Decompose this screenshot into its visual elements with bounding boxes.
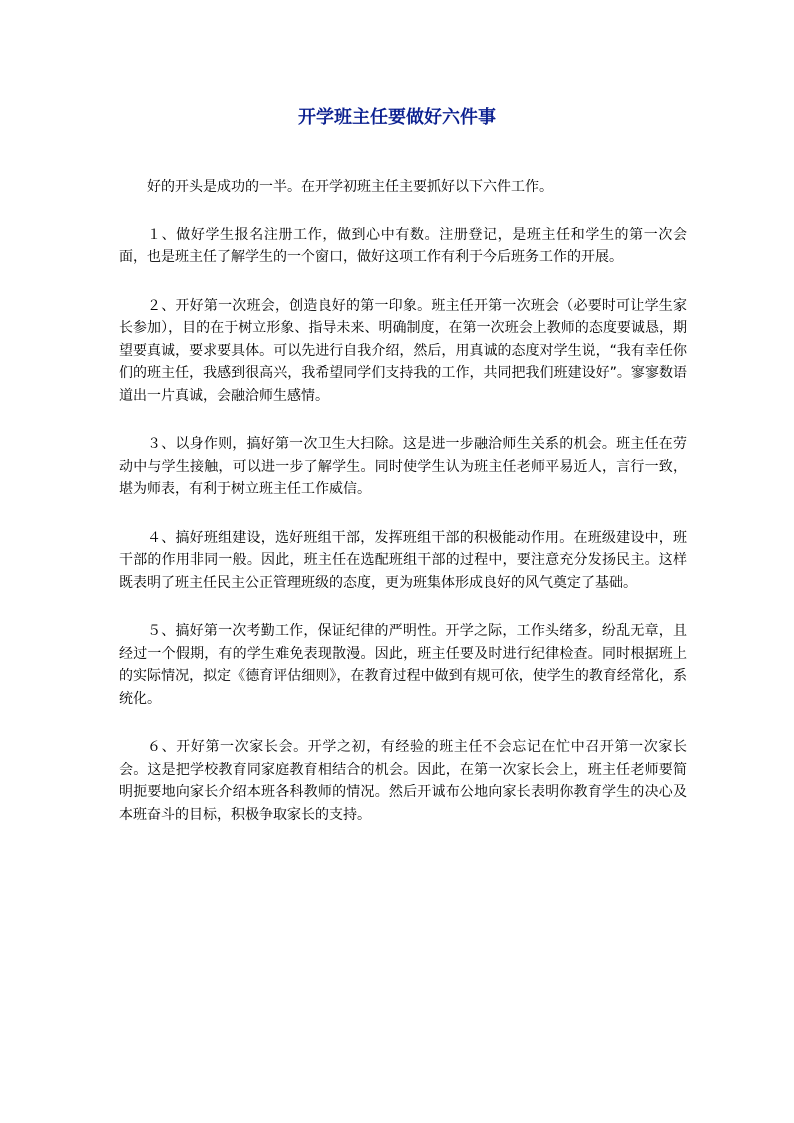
item-3-paragraph: ３、以身作则，搞好第一次卫生大扫除。这是进一步融洽师生关系的机会。班主任在劳动中与学生接触，可以进一步了解学生。同时使学生认为班主任老师平易近人，言行一致，堪为师表，有利于树立班主任工作威信。	[119, 436, 687, 497]
item-1-paragraph: １、做好学生报名注册工作，做到心中有数。注册登记，是班主任和学生的第一次会面，也是班主任了解学生的一个窗口，做好这项工作有利于今后班务工作的开展。	[119, 226, 687, 265]
document-title: 开学班主任要做好六件事	[298, 107, 496, 128]
item-4-paragraph: ４、搞好班组建设，选好班组干部，发挥班组干部的积极能动作用。在班级建设中，班干部的作用非同一般。因此，班主任在选配班组干部的过程中，要注意充分发扬民主。这样既表明了班主任民主公正管理班级的态度，更为班集体形成良好的风气奠定了基础。	[119, 529, 687, 591]
document-body	[119, 176, 687, 852]
item-5-paragraph: ５、搞好第一次考勤工作，保证纪律的严明性。开学之际，工作头绪多，纷乱无章，且经过一个假期，有的学生难免表现散漫。因此，班主任要及时进行纪律检查。同时根据班上的实际情况，拟定《德育评估细则》，在教育过程中做到有规可依，使学生的教育经常化，系统化。	[119, 623, 687, 707]
item-6-paragraph: ６、开好第一次家长会。开学之初，有经验的班主任不会忘记在忙中召开第一次家长会。这是把学校教育同家庭教育相结合的机会。因此，在第一次家长会上，班主任老师要简明扼要地向家长介绍本班各科教师的情况。然后开诚布公地向家长表明你教育学生的决心及本班奋斗的目标，积极争取家长的支持。	[119, 739, 687, 823]
item-2-paragraph: ２、开好第一次班会，创造良好的第一印象。班主任开第一次班会（必要时可让学生家长参加），目的在于树立形象、指导未来、明确制度，在第一次班会上教师的态度要诚恳，期望要真诚，要求要具体。可以先进行自我介绍，然后，用真诚的态度对学生说，“我有幸任你们的班主任，我感到很高兴，我希望同学们支持我的工作，共同把我们班建设好”。寥寥数语道出一片真诚，会融洽师生感情。	[119, 297, 687, 404]
intro-paragraph: 好的开头是成功的一半。在开学初班主任主要抓好以下六件工作。	[147, 179, 553, 195]
